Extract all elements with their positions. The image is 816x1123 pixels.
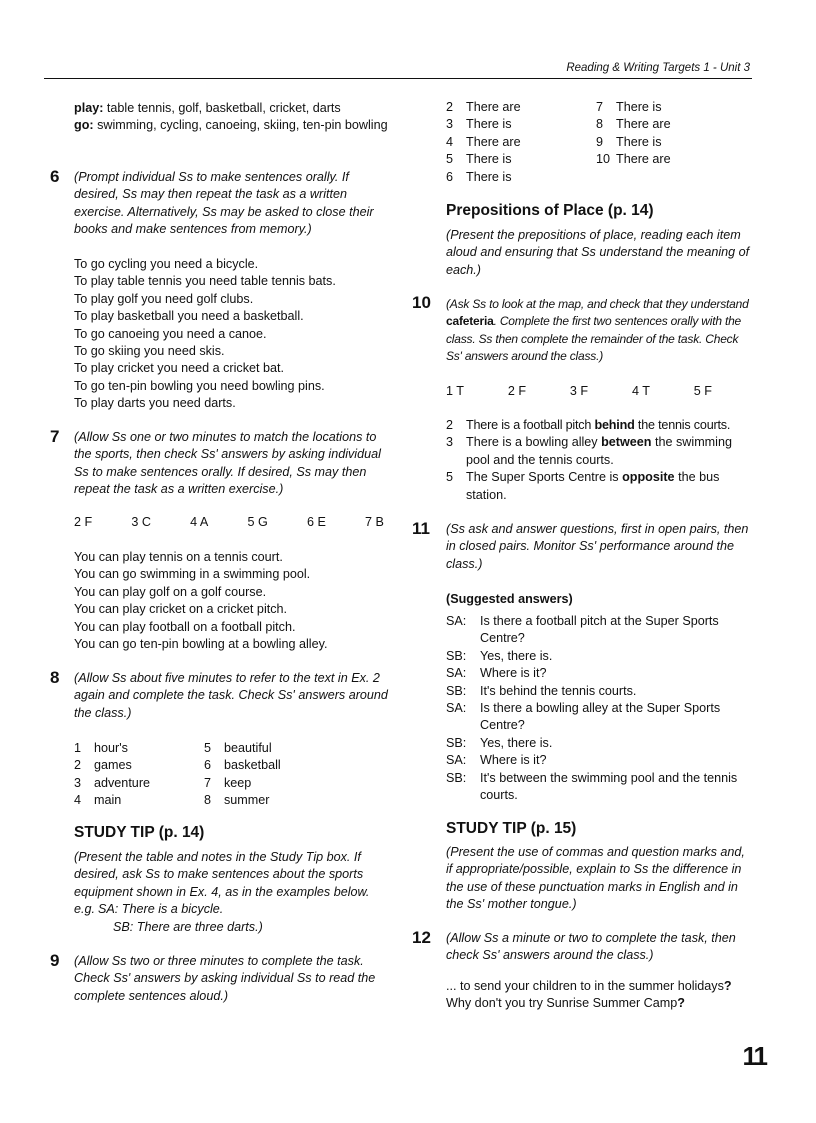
exercise-10-sentences [446, 417, 751, 504]
ex8-item [204, 740, 324, 757]
ex8-word: summer [224, 793, 270, 808]
study-tip-example-b: SB: There are three darts.) [113, 919, 263, 934]
ex8-word: adventure [94, 775, 151, 790]
ex9-num: 4 [446, 134, 454, 149]
ex8-word: games [94, 758, 132, 773]
speech: Where is it? [480, 666, 547, 681]
ex9-num: 2 [446, 100, 454, 114]
speech: It's between the swimming pool and the tennis courts. [480, 770, 738, 803]
s2-b: the tennis courts. [634, 418, 731, 432]
exercise-9-instructions: (Allow Ss two or three minutes to complete the task. Check Ss' answers by asking individual Ss to read the complete sentences aloud.) [74, 954, 376, 1003]
speech: Yes, there is. [480, 735, 553, 750]
s5-b: the bus station. [466, 470, 720, 502]
ex6-line: To play golf you need golf clubs. [74, 291, 254, 306]
ex8-word: basketball [224, 758, 281, 773]
study-tip-example-a [74, 901, 390, 918]
page-number: 11 [742, 1041, 766, 1071]
dialogue [446, 613, 751, 804]
exercise-8-key [74, 740, 390, 810]
ex10-answer: 4 T [631, 384, 650, 398]
ex10-answer: 5 F [693, 384, 712, 398]
dialogue-line [446, 648, 751, 665]
dialogue-line [446, 613, 751, 648]
speaker: SB: [446, 648, 467, 663]
exercise-11-number: 11 [412, 519, 430, 538]
ex6-line: To play basketball you need a basketball. [74, 309, 304, 324]
ex7-answer: 6 E [306, 515, 326, 529]
ex10-instr-a: (Ask Ss to look at the map, and check that they understand [446, 297, 749, 311]
ex7-line: You can go ten-pin bowling at a bowling alley. [74, 637, 328, 652]
ex8-num: 7 [204, 775, 212, 790]
speech: Where is it? [480, 753, 547, 768]
exercise-10-number: 10 [412, 293, 431, 312]
ex10-sentence [446, 434, 751, 469]
ex10-sentence-text [466, 469, 751, 504]
ex8-item [74, 757, 204, 774]
study-tip-2-heading: STUDY TIP (p. 15) [446, 820, 577, 837]
ex9-text: There is [616, 134, 662, 149]
ex9-item [446, 99, 596, 116]
ex12-qmark: ? [677, 996, 685, 1011]
ex8-num: 6 [204, 758, 212, 773]
running-header: Reading & Writing Targets 1 - Unit 3 [566, 62, 750, 74]
ex8-item [204, 757, 324, 774]
ex8-item [74, 740, 204, 757]
dialogue-line [446, 665, 751, 682]
exercise-9-key [446, 99, 751, 186]
ex10-sentence-text [466, 417, 751, 434]
ex10-sentence [446, 469, 751, 504]
play-label: play: [74, 101, 104, 115]
ex8-num: 8 [204, 793, 212, 808]
ex7-answer: 2 F [74, 515, 93, 529]
ex9-num: 10 [596, 152, 611, 167]
eg-label: e.g. [74, 902, 96, 917]
dialogue-line [446, 735, 751, 752]
ex9-item [446, 169, 596, 186]
speaker: SA: [446, 614, 467, 628]
ex6-line: To go canoeing you need a canoe. [74, 326, 267, 341]
ex9-item [446, 116, 596, 133]
speaker: SA: [446, 666, 467, 681]
ex9-num: 8 [596, 117, 604, 132]
s3-b: the swimming pool and the tennis courts. [466, 435, 732, 467]
ex9-item [596, 151, 736, 168]
ex8-item [204, 792, 324, 809]
go-text: swimming, cycling, canoeing, skiing, ten-pin bowling [93, 118, 388, 133]
ex7-line: You can play tennis on a tennis court. [74, 550, 283, 564]
ex9-text: There is [466, 152, 512, 167]
ex9-num: 5 [446, 152, 454, 167]
exercise-12-number: 12 [412, 928, 431, 947]
s2-a: There is a football pitch [466, 418, 595, 432]
dialogue-line [446, 752, 751, 769]
ex9-num: 6 [446, 169, 454, 184]
exercise-10-instructions [446, 296, 751, 366]
s3-bold: between [601, 435, 652, 450]
ex8-word: main [94, 793, 122, 808]
go-label: go: [74, 118, 94, 133]
ex10-sentence-num: 3 [446, 435, 454, 450]
s5-a: The Super Sports Centre is [466, 470, 623, 485]
ex6-line: To play cricket you need a cricket bat. [74, 361, 284, 376]
exercise-11-instructions: (Ss ask and answer questions, first in open pairs, then in closed pairs. Monitor Ss' performance around the class.) [446, 522, 749, 571]
study-tip-2-instructions: (Present the use of commas and question marks and, if appropriate/possible, explain to Ss the difference in the use of these punctuation marks in English and in the Ss' mother tongue.) [446, 845, 745, 912]
ex9-item [596, 116, 736, 133]
speaker: SA: [446, 753, 467, 768]
ex7-answer: 3 C [131, 515, 151, 529]
exercise-6-answers [74, 256, 390, 413]
ex9-text: There are [616, 152, 671, 167]
exercise-6-number: 6 [50, 167, 60, 186]
ex10-answer: 1 T [446, 384, 464, 398]
ex10-sentence-num: 5 [446, 470, 454, 485]
speech: Is there a bowling alley at the Super Sports Centre? [480, 701, 721, 733]
ex8-num: 3 [74, 775, 82, 790]
s2-bold: behind [594, 418, 635, 432]
speaker: SA: [446, 701, 467, 716]
ex7-line: You can play football on a football pitch. [74, 619, 296, 634]
prepositions-instructions: (Present the prepositions of place, reading each item aloud and ensuring that Ss understand the meaning of each.) [446, 228, 750, 277]
exercise-7-answers [74, 549, 390, 653]
exercise-7-instructions: (Allow Ss one or two minutes to match the locations to the sports, then check Ss' answers by asking individual Ss to make sentences orally. If desired, Ss may then repeat the task as a written exercise.) [74, 430, 381, 497]
ex10-answer: 2 F [507, 384, 527, 398]
ex9-num: 9 [596, 134, 604, 149]
ex9-num: 3 [446, 117, 454, 132]
ex8-num: 1 [74, 741, 82, 755]
ex9-num: 7 [596, 100, 604, 114]
ex10-instr-b: . Complete the first two sentences orally with the class. Ss then complete the remainder of the task. Check Ss' answers around the class.) [446, 314, 742, 364]
play-line [74, 100, 390, 117]
exercise-8-number: 8 [50, 668, 60, 687]
ex9-text: There are [466, 100, 521, 114]
exercise-6-instructions: (Prompt individual Ss to make sentences orally. If desired, Ss may then repeat the task as a written exercise. Alternatively, Ss may be asked to close their books and make sentences from memory.) [74, 170, 374, 237]
suggested-answers-label: (Suggested answers) [446, 592, 573, 606]
speech: Is there a football pitch at the Super Sports Centre? [480, 614, 719, 646]
ex8-word: keep [224, 775, 252, 790]
ex6-line: To play table tennis you need table tennis bats. [74, 274, 336, 289]
exercise-7-key [74, 514, 384, 531]
s3-a: There is a bowling alley [466, 435, 602, 450]
ex9-item [596, 99, 736, 116]
ex10-sentence [446, 417, 751, 434]
play-text: table tennis, golf, basketball, cricket, darts [103, 101, 341, 115]
ex8-num: 4 [74, 793, 82, 808]
ex9-text: There are [466, 134, 521, 149]
exercise-7-number: 7 [50, 427, 60, 446]
dialogue-line [446, 683, 751, 700]
ex10-sentence-text [466, 434, 751, 469]
ex9-item [446, 151, 596, 168]
ex6-line: To go skiing you need skis. [74, 344, 225, 359]
ex8-num: 5 [204, 741, 212, 755]
exercise-8-instructions: (Allow Ss about five minutes to refer to the text in Ex. 2 again and complete the task. Check Ss' answers around the class.) [74, 671, 388, 720]
ex9-text: There is [466, 117, 512, 132]
ex10-instr-bold: cafeteria [446, 314, 494, 329]
ex12-qmark: ? [723, 979, 732, 993]
ex6-line: To go cycling you need a bicycle. [74, 257, 259, 271]
ex8-item [74, 792, 204, 809]
ex9-text: There are [616, 117, 671, 132]
ex7-answer: 7 B [365, 515, 384, 529]
s5-bold: opposite [622, 470, 675, 485]
ex8-item [204, 775, 324, 792]
ex8-item [74, 775, 204, 792]
exercise-9-number: 9 [50, 951, 60, 970]
dialogue-line [446, 770, 751, 805]
exercise-12-answer [446, 978, 751, 1013]
prepositions-heading: Prepositions of Place (p. 14) [446, 202, 654, 219]
speaker: SB: [446, 683, 467, 698]
ex7-answer: 5 G [247, 515, 268, 529]
ex12-b: Why don't you try Sunrise Summer Camp [446, 996, 678, 1011]
exercise-10-key [446, 383, 712, 400]
speech: It's behind the tennis courts. [480, 683, 637, 698]
ex12-a: ... to send your children to in the summer holidays [446, 979, 724, 993]
study-tip-instructions [74, 849, 390, 936]
ex8-word: beautiful [224, 741, 272, 755]
ex7-line: You can play golf on a golf course. [74, 584, 267, 599]
ex8-num: 2 [74, 758, 82, 773]
exercise-12-instructions: (Allow Ss a minute or two to complete the task, then check Ss' answers around the class.) [446, 931, 736, 963]
header-rule [44, 78, 752, 79]
go-line [74, 117, 390, 134]
speaker: SB: [446, 770, 467, 785]
speaker: SB: [446, 735, 467, 750]
ex9-item [596, 134, 736, 151]
ex7-line: You can play cricket on a cricket pitch. [74, 602, 288, 617]
ex10-answer: 3 F [569, 384, 589, 398]
speech: Yes, there is. [480, 648, 553, 663]
study-tip-text: (Present the table and notes in the Study Tip box. If desired, ask Ss to make sentences about the sports equipment shown in Ex. 4, as in the examples below. [74, 850, 370, 899]
ex10-sentence-num: 2 [446, 418, 454, 432]
ex7-answer: 4 A [190, 515, 209, 529]
ex6-line: To go ten-pin bowling you need bowling pins. [74, 378, 325, 393]
ex7-line: You can go swimming in a swimming pool. [74, 567, 311, 582]
ex6-line: To play darts you need darts. [74, 396, 236, 411]
vocab-block [74, 100, 390, 135]
ex9-item [446, 134, 596, 151]
study-tip-heading: STUDY TIP (p. 14) [74, 824, 205, 841]
eg-sa: SA: There is a bicycle. [98, 902, 224, 917]
dialogue-line [446, 700, 751, 735]
ex9-text: There is [616, 100, 662, 114]
ex9-text: There is [466, 169, 512, 184]
ex8-word: hour's [94, 741, 128, 755]
